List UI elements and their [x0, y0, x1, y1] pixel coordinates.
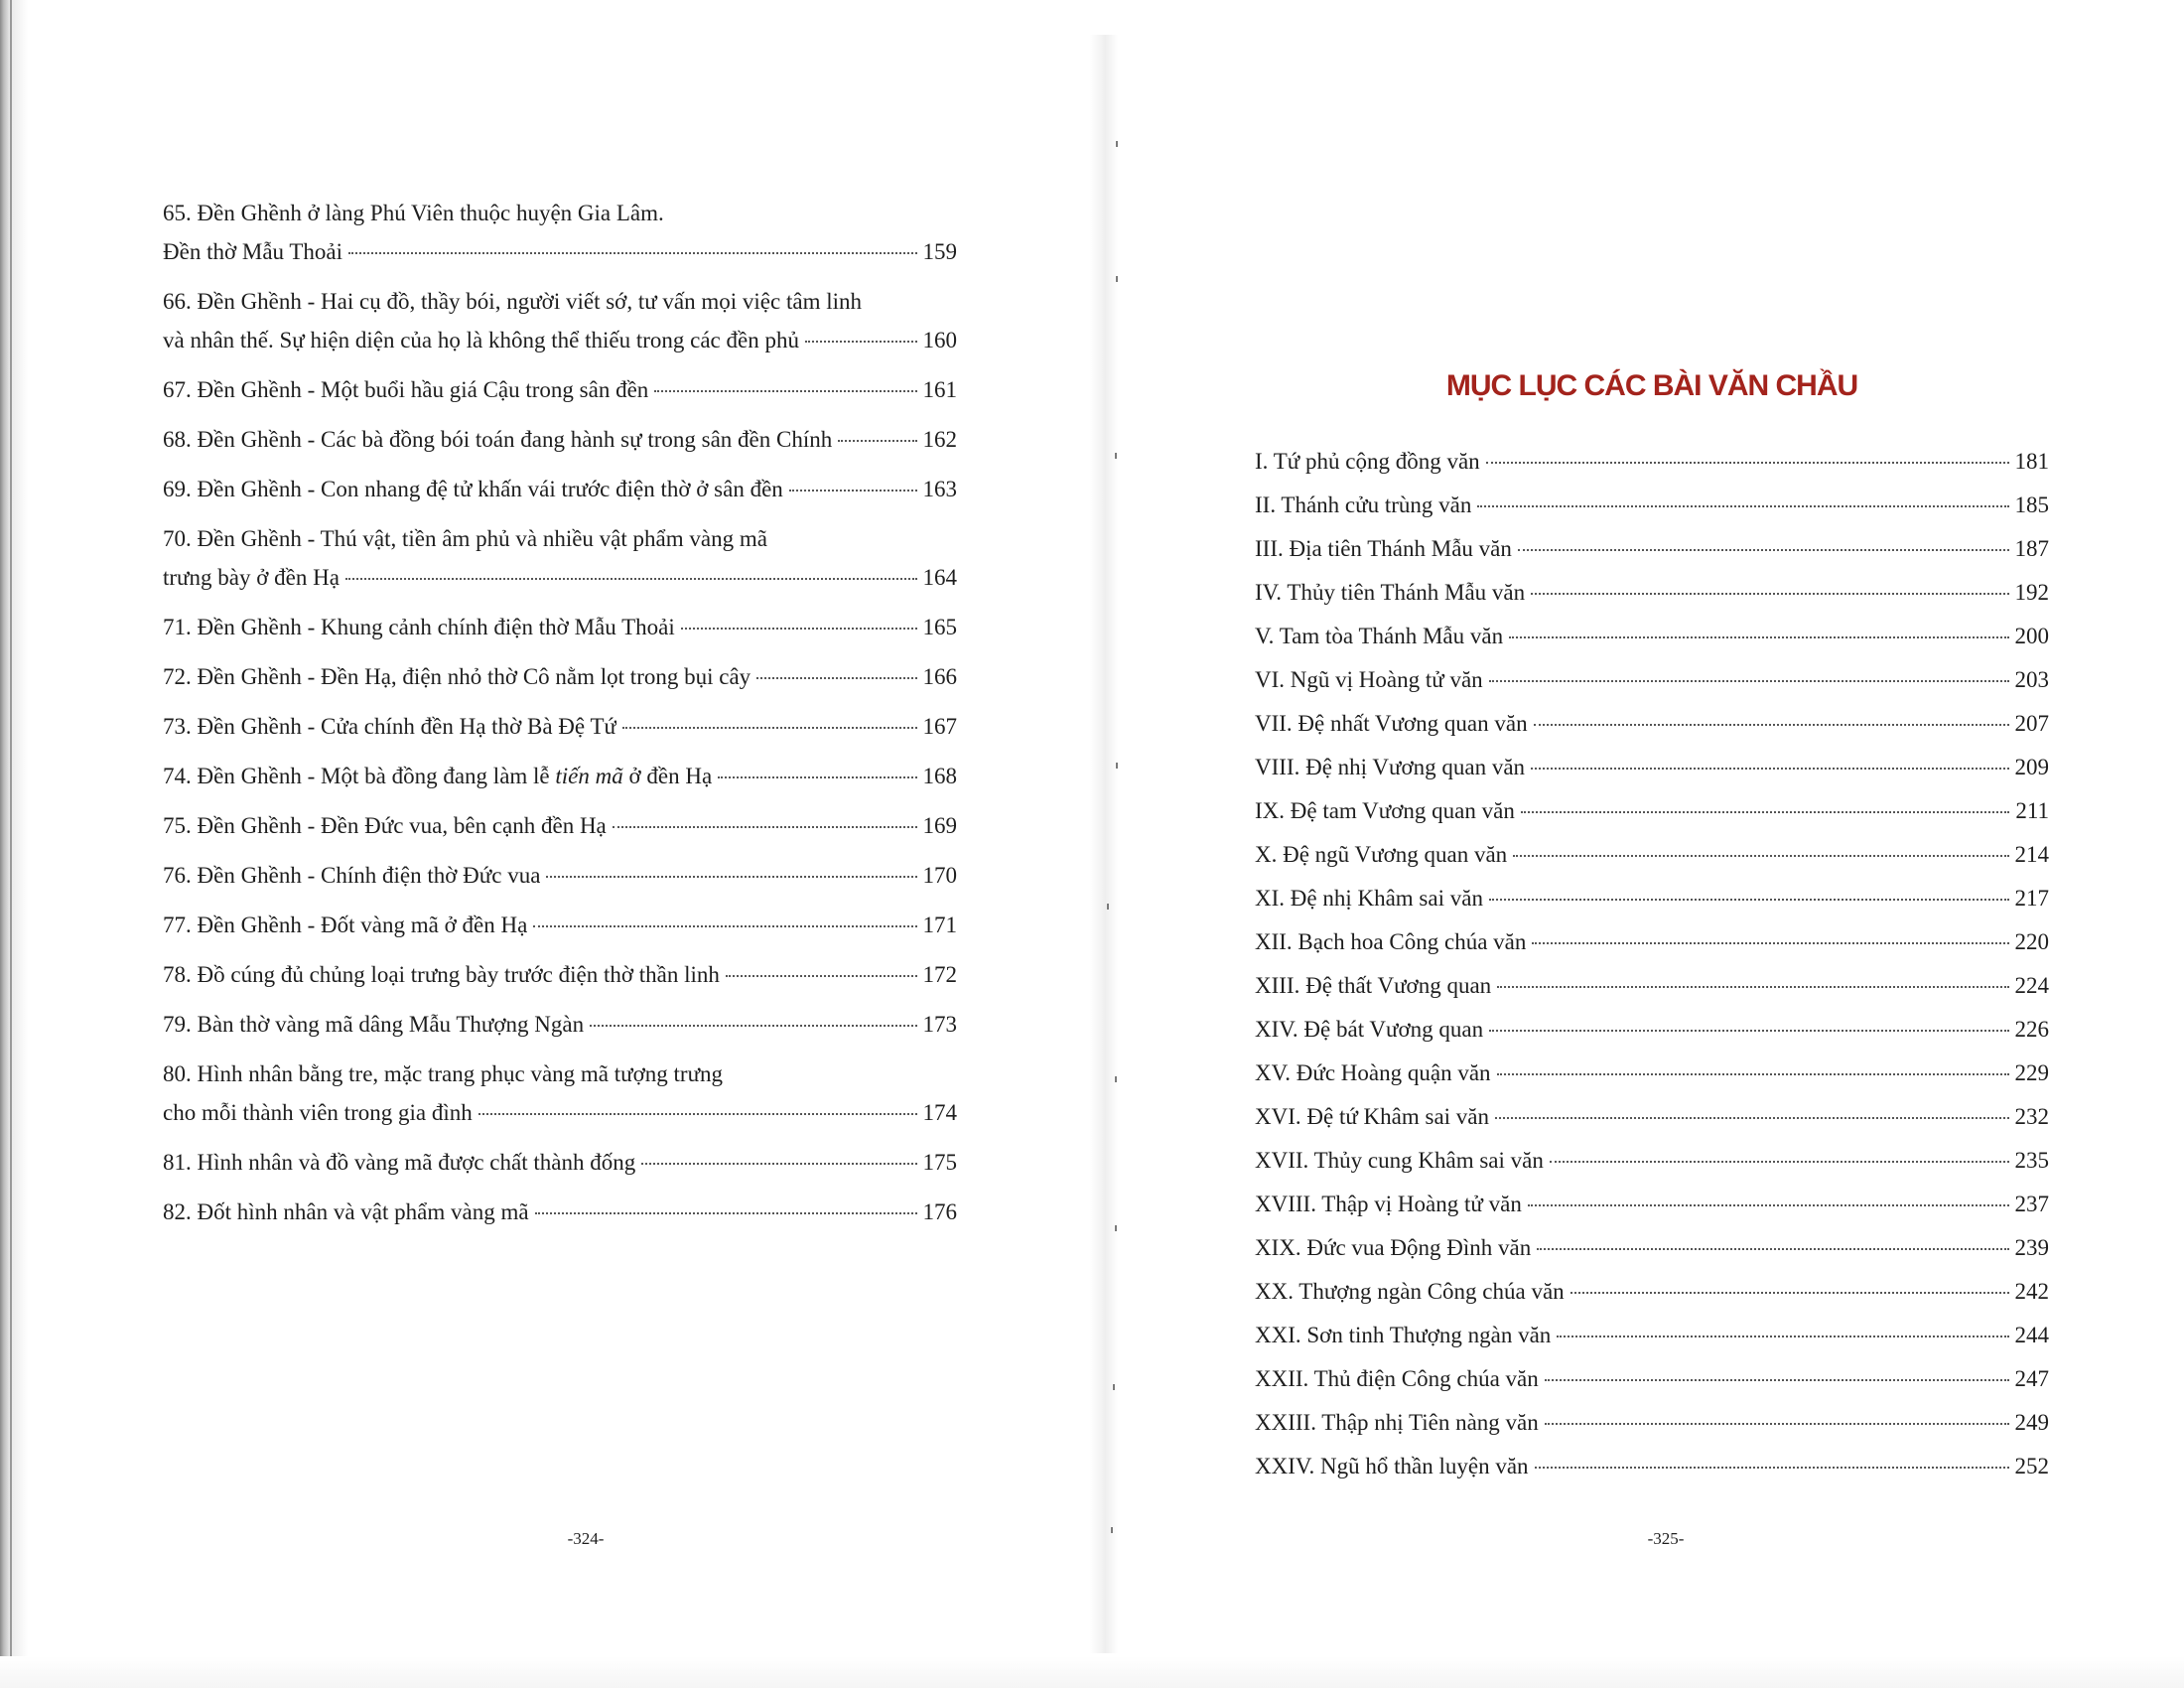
toc-page-number: 174	[922, 1100, 957, 1125]
toc-entry-title: XX. Thượng ngàn Công chúa văn	[1255, 1279, 1565, 1304]
toc-entry-title: II. Thánh cửu trùng văn	[1255, 492, 1472, 517]
toc-entry[interactable]	[1255, 842, 2049, 886]
toc-entry-title: III. Địa tiên Thánh Mẫu văn	[1255, 536, 1512, 561]
toc-entry-title: V. Tam tòa Thánh Mẫu văn	[1255, 624, 1504, 648]
toc-entry-title-italic: tiến mã	[555, 764, 623, 788]
dot-leader	[1545, 1423, 2009, 1425]
toc-entry[interactable]	[1255, 492, 2049, 536]
dot-leader	[1534, 724, 2009, 726]
toc-entry-title: XVII. Thủy cung Khâm sai văn	[1255, 1148, 1544, 1173]
toc-entry[interactable]	[163, 1055, 957, 1132]
toc-page-number: 176	[922, 1199, 957, 1224]
toc-page-number: 239	[2014, 1235, 2049, 1260]
toc-entry[interactable]	[1255, 1454, 2049, 1497]
toc-entry[interactable]	[1255, 1192, 2049, 1235]
toc-entry-row	[163, 370, 957, 409]
toc-entry[interactable]	[163, 1005, 957, 1044]
toc-entry[interactable]	[1255, 973, 2049, 1017]
toc-entry-title: XII. Bạch hoa Công chúa văn	[1255, 929, 1527, 954]
toc-entry-title	[163, 757, 712, 795]
dot-leader	[1497, 986, 2008, 988]
toc-entry-row	[163, 1093, 957, 1132]
toc-entry-row	[163, 1005, 957, 1044]
toc-entry-title: VI. Ngũ vị Hoàng tử văn	[1255, 667, 1483, 692]
dot-leader	[546, 876, 916, 878]
dot-leader	[478, 1113, 917, 1115]
left-page-list-of-illustrations	[163, 194, 957, 1242]
toc-entry-title: 73. Đền Ghềnh - Cửa chính đền Hạ thờ Bà Đệ Tứ	[163, 714, 616, 739]
toc-entry-row	[163, 707, 957, 746]
toc-page-number: 209	[2014, 755, 2049, 779]
dot-leader	[1495, 1117, 2008, 1119]
dot-leader	[1532, 942, 2008, 944]
toc-entry-title: 75. Đền Ghềnh - Đền Đức vua, bên cạnh đền Hạ	[163, 813, 607, 838]
toc-entry[interactable]	[163, 657, 957, 696]
toc-page-number: 252	[2014, 1454, 2049, 1478]
toc-entry-title: 79. Bàn thờ vàng mã dâng Mẫu Thượng Ngàn	[163, 1012, 585, 1037]
dot-leader	[718, 776, 916, 778]
toc-entry[interactable]	[1255, 1323, 2049, 1366]
dot-leader	[1489, 680, 2009, 682]
dot-leader	[590, 1025, 916, 1027]
dot-leader	[348, 252, 916, 254]
toc-page-number: 200	[2014, 624, 2049, 648]
toc-entry[interactable]	[1255, 1060, 2049, 1104]
toc-entry[interactable]	[163, 608, 957, 646]
toc-entry-row	[163, 232, 957, 271]
dot-leader	[1521, 811, 2010, 813]
toc-entry-title: và nhân thế. Sự hiện diện của họ là không thể thiếu trong các đền phủ	[163, 328, 799, 352]
dot-leader	[641, 1163, 916, 1165]
toc-entry[interactable]	[1255, 624, 2049, 667]
toc-page-number: 192	[2014, 580, 2049, 605]
toc-entry-title: trưng bày ở đền Hạ	[163, 565, 340, 590]
scan-speck	[1115, 453, 1117, 459]
scan-speck	[1116, 763, 1118, 769]
toc-entry-title: XXII. Thủ điện Công chúa văn	[1255, 1366, 1539, 1391]
toc-entry-title: cho mỗi thành viên trong gia đình	[163, 1100, 473, 1125]
toc-entry[interactable]	[1255, 886, 2049, 929]
toc-entry[interactable]	[1255, 1148, 2049, 1192]
toc-page-number: 168	[922, 764, 957, 788]
toc-page-number: 166	[922, 664, 957, 689]
toc-entry-row	[163, 657, 957, 696]
toc-entry[interactable]	[1255, 580, 2049, 624]
toc-entry[interactable]	[163, 420, 957, 459]
toc-page-number: 169	[922, 813, 957, 838]
toc-entry-line: 66. Đền Ghềnh - Hai cụ đồ, thầy bói, người viết sớ, tư vấn mọi việc tâm linh	[163, 289, 862, 314]
toc-page-number: 167	[922, 714, 957, 739]
dot-leader	[1531, 593, 2008, 595]
toc-page-number: 175	[922, 1150, 957, 1175]
toc-entry-title: 82. Đốt hình nhân và vật phẩm vàng mã	[163, 1199, 529, 1224]
toc-entry[interactable]	[163, 856, 957, 895]
toc-entry-title: 76. Đền Ghềnh - Chính điện thờ Đức vua	[163, 863, 541, 888]
toc-page-number: 181	[2014, 449, 2049, 474]
toc-heading: MỤC LỤC CÁC BÀI VĂN CHẦU	[1445, 369, 1858, 402]
toc-page-number: 226	[2014, 1017, 2049, 1042]
book-binding-edge	[10, 0, 12, 1688]
toc-entry[interactable]	[1255, 1235, 2049, 1279]
scan-speck	[1107, 904, 1109, 910]
toc-page-number: 211	[2015, 798, 2049, 823]
toc-page-number: 237	[2014, 1192, 2049, 1216]
toc-entry[interactable]	[1255, 536, 2049, 580]
dot-leader	[1537, 1248, 2008, 1250]
dot-leader	[622, 727, 917, 729]
dot-leader	[1509, 636, 2008, 638]
scan-speck	[1115, 1076, 1117, 1082]
toc-entry-title: XXIII. Thập nhị Tiên nàng văn	[1255, 1410, 1539, 1435]
dot-leader	[1570, 1292, 2009, 1294]
toc-entry[interactable]	[1255, 1410, 2049, 1454]
toc-entry-row	[163, 558, 957, 597]
toc-entry[interactable]	[1255, 1017, 2049, 1060]
dot-leader	[654, 390, 916, 392]
toc-entry[interactable]	[163, 806, 957, 845]
dot-leader	[1528, 1204, 2009, 1206]
toc-entry-line: 70. Đền Ghềnh - Thú vật, tiền âm phủ và nhiều vật phẩm vàng mã	[163, 526, 767, 551]
toc-entry-row	[163, 321, 957, 359]
toc-page-number: 187	[2014, 536, 2049, 561]
toc-entry[interactable]	[163, 1193, 957, 1231]
toc-entry-title: 77. Đền Ghềnh - Đốt vàng mã ở đền Hạ	[163, 913, 528, 937]
toc-entry-title: XI. Đệ nhị Khâm sai văn	[1255, 886, 1483, 911]
toc-page-number: 247	[2014, 1366, 2049, 1391]
toc-page-number: 244	[2014, 1323, 2049, 1347]
toc-entry-row	[163, 906, 957, 944]
toc-page-number: 242	[2014, 1279, 2049, 1304]
toc-page-number: 249	[2014, 1410, 2049, 1435]
toc-page-number: 232	[2014, 1104, 2049, 1129]
toc-page-number: 159	[922, 239, 957, 264]
toc-entry-row	[163, 806, 957, 845]
toc-entry[interactable]	[1255, 1279, 2049, 1323]
toc-page-number: 229	[2014, 1060, 2049, 1085]
toc-page-number: 224	[2014, 973, 2049, 998]
toc-entry[interactable]	[163, 194, 957, 271]
toc-page-number: 164	[922, 565, 957, 590]
toc-entry-title: 78. Đồ cúng đủ chủng loại trưng bày trước điện thờ thần linh	[163, 962, 720, 987]
dot-leader	[533, 925, 916, 927]
toc-entry-row	[163, 420, 957, 459]
right-page-table-of-contents	[1255, 449, 2049, 1497]
toc-page-number: 214	[2014, 842, 2049, 867]
dot-leader	[726, 975, 917, 977]
left-page-number: -324-	[567, 1529, 605, 1548]
toc-entry-title: XIII. Đệ thất Vương quan	[1255, 973, 1492, 998]
toc-entry[interactable]	[163, 1143, 957, 1182]
toc-entry[interactable]	[1255, 929, 2049, 973]
toc-entry-row	[163, 470, 957, 508]
toc-entry[interactable]	[163, 519, 957, 597]
toc-entry-title: XXI. Sơn tinh Thượng ngàn văn	[1255, 1323, 1552, 1347]
toc-entry-line: 65. Đền Ghềnh ở làng Phú Viên thuộc huyện Gia Lâm.	[163, 201, 664, 225]
scan-speck	[1116, 141, 1118, 147]
toc-entry-row	[163, 757, 957, 795]
toc-entry-line: 80. Hình nhân bằng tre, mặc trang phục vàng mã tượng trưng	[163, 1061, 724, 1086]
dot-leader	[1550, 1161, 2009, 1163]
toc-page-number: 170	[922, 863, 957, 888]
toc-page-number: 161	[922, 377, 957, 402]
toc-page-number: 217	[2014, 886, 2049, 911]
toc-entry-title-part: ở đền Hạ	[622, 764, 713, 788]
toc-entry[interactable]	[1255, 667, 2049, 711]
toc-entry[interactable]	[163, 370, 957, 409]
scan-speck	[1116, 276, 1118, 282]
dot-leader	[805, 341, 917, 343]
dot-leader	[1477, 505, 2008, 507]
page-bottom-shadow	[0, 1656, 2184, 1688]
scan-speck	[1113, 1384, 1115, 1390]
dot-leader	[756, 677, 916, 679]
right-page-number: -325-	[1647, 1529, 1685, 1548]
toc-page-number: 185	[2014, 492, 2049, 517]
dot-leader	[1513, 855, 2008, 857]
dot-leader	[1497, 1073, 2009, 1075]
toc-entry-row	[163, 1143, 957, 1182]
dot-leader	[789, 490, 917, 492]
toc-entry[interactable]	[163, 470, 957, 508]
dot-leader	[1545, 1379, 2009, 1381]
toc-page-number: 235	[2014, 1148, 2049, 1173]
toc-entry[interactable]	[163, 955, 957, 994]
dot-leader	[345, 578, 917, 580]
toc-entry-title: XIX. Đức vua Động Đình văn	[1255, 1235, 1532, 1260]
toc-page-number: 172	[922, 962, 957, 987]
toc-entry[interactable]	[1255, 1366, 2049, 1410]
toc-page-number: 160	[922, 328, 957, 352]
book-gutter	[1090, 35, 1118, 1653]
toc-entry-title: 71. Đền Ghềnh - Khung cảnh chính điện thờ Mẫu Thoải	[163, 615, 675, 639]
toc-entry-title: Đền thờ Mẫu Thoải	[163, 239, 343, 264]
toc-entry-title: XIV. Đệ bát Vương quan	[1255, 1017, 1484, 1042]
toc-entry-title: IV. Thủy tiên Thánh Mẫu văn	[1255, 580, 1526, 605]
toc-entry-row	[163, 856, 957, 895]
toc-entry-title: X. Đệ ngũ Vương quan văn	[1255, 842, 1508, 867]
toc-entry[interactable]	[163, 282, 957, 359]
toc-entry[interactable]	[163, 707, 957, 746]
toc-page-number: 162	[922, 427, 957, 452]
toc-page-number: 220	[2014, 929, 2049, 954]
dot-leader	[613, 826, 917, 828]
toc-entry-title: 67. Đền Ghềnh - Một buổi hầu giá Cậu trong sân đền	[163, 377, 649, 402]
toc-entry[interactable]	[1255, 1104, 2049, 1148]
dot-leader	[1518, 549, 2009, 551]
toc-entry-title: 81. Hình nhân và đồ vàng mã được chất thành đống	[163, 1150, 636, 1175]
dot-leader	[1531, 768, 2008, 770]
dot-leader	[1489, 899, 2009, 901]
toc-page-number: 171	[922, 913, 957, 937]
dot-leader	[681, 628, 917, 630]
book-binding-shadow	[0, 0, 28, 1688]
toc-entry-title: I. Tứ phủ cộng đồng văn	[1255, 449, 1480, 474]
toc-entry-title: XVIII. Thập vị Hoàng tử văn	[1255, 1192, 1522, 1216]
toc-entry-title: VII. Đệ nhất Vương quan văn	[1255, 711, 1528, 736]
toc-entry-title: 68. Đền Ghềnh - Các bà đồng bói toán đang hành sự trong sân đền Chính	[163, 427, 833, 452]
toc-entry-row	[163, 608, 957, 646]
toc-entry-title: XXIV. Ngũ hổ thần luyện văn	[1255, 1454, 1529, 1478]
toc-entry-row	[163, 1193, 957, 1231]
toc-entry-title: XV. Đức Hoàng quận văn	[1255, 1060, 1491, 1085]
dot-leader	[838, 440, 916, 442]
toc-entry[interactable]	[1255, 798, 2049, 842]
dot-leader	[1486, 462, 2009, 464]
toc-entry-title: XVI. Đệ tứ Khâm sai văn	[1255, 1104, 1490, 1129]
toc-entry[interactable]	[1255, 755, 2049, 798]
toc-entry[interactable]	[163, 906, 957, 944]
toc-entry[interactable]	[1255, 711, 2049, 755]
toc-entry[interactable]	[1255, 449, 2049, 492]
toc-entry-title: 69. Đền Ghềnh - Con nhang đệ tử khấn vái trước điện thờ ở sân đền	[163, 477, 783, 501]
dot-leader	[1557, 1336, 2008, 1337]
toc-entry-title: IX. Đệ tam Vương quan văn	[1255, 798, 1515, 823]
toc-page-number: 163	[922, 477, 957, 501]
toc-entry-title-part: 74. Đền Ghềnh - Một bà đồng đang làm lễ	[163, 764, 556, 788]
dot-leader	[535, 1212, 917, 1214]
toc-entry-row	[163, 955, 957, 994]
toc-entry[interactable]	[163, 757, 957, 795]
toc-entry-title: VIII. Đệ nhị Vương quan văn	[1255, 755, 1526, 779]
scan-speck	[1115, 1225, 1117, 1231]
dot-leader	[1535, 1467, 2009, 1469]
toc-page-number: 165	[922, 615, 957, 639]
toc-page-number: 203	[2014, 667, 2049, 692]
toc-page-number: 207	[2014, 711, 2049, 736]
dot-leader	[1489, 1030, 2008, 1032]
toc-page-number: 173	[922, 1012, 957, 1037]
toc-entry-title: 72. Đền Ghềnh - Đền Hạ, điện nhỏ thờ Cô nằm lọt trong bụi cây	[163, 664, 751, 689]
scan-speck	[1111, 1527, 1113, 1533]
